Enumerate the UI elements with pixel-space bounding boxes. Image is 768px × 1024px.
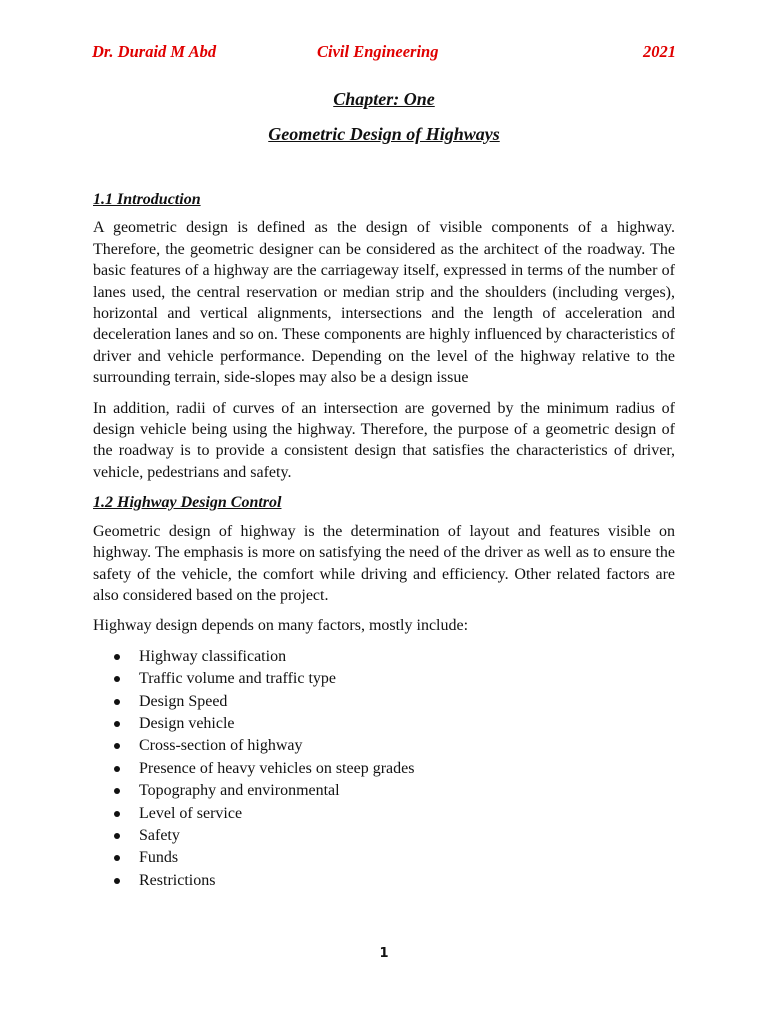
list-item-text: Design vehicle [139,714,235,732]
bullet-icon [114,833,120,839]
list-item [93,847,675,869]
header-subject: Civil Engineering [317,42,439,61]
bullet-icon [114,743,120,749]
paragraph: In addition, radii of curves of an intersection are governed by the minimum radius of design vehicle being using the highway. Therefore, the purpose of a geometric design of the roadway is to provide a consistent design that satisfies the characteristics of driver, vehicle, pedestrians and safety. [93,399,675,481]
paragraph: A geometric design is defined as the design of visible components of a highway. Therefore, the geometric designer can be considered as the architect of the roadway. The basic features of a highway are the carriageway itself, expressed in terms of the number of lanes used, the central reservation or median strip and the shoulders (including verges), horizontal and vertical alignments, intersections and the length of acceleration and deceleration lanes and so on. These components are highly influenced by characteristics of driver and vehicle performance. Depending on the level of the highway relative to the surrounding terrain, side-slopes may also be a design issue [93,219,675,387]
list-item-text: Funds [139,849,179,867]
bullet-icon [114,766,120,772]
bullet-icon [114,676,120,682]
list-item-text: Restrictions [139,871,216,889]
bullet-icon [114,855,120,861]
list-item [93,735,675,757]
page-number: 1 [379,946,389,961]
list-item-text: Safety [139,826,180,844]
list-item [93,870,675,892]
page-header [92,42,676,64]
chapter-title-text: Geometric Design of Highways [268,124,500,144]
bullet-icon [114,654,120,660]
list-item [93,758,675,780]
list-item-text: Design Speed [139,692,228,710]
list-item [93,825,675,847]
section-heading-introduction: 1.1 Introduction [93,191,201,208]
design-factors-list [93,646,675,892]
list-item-text: Highway classification [139,647,287,665]
list-item [93,691,675,713]
list-item [93,668,675,690]
paragraph: Highway design depends on many factors, mostly include: [93,617,469,635]
chapter-title [0,124,768,145]
list-item-text: Cross-section of highway [139,737,303,755]
document-body [93,189,675,892]
list-item [93,803,675,825]
list-item [93,713,675,735]
list-item-text: Presence of heavy vehicles on steep grades [139,759,415,777]
bullet-icon [114,788,120,794]
bullet-icon [114,811,120,817]
chapter-label [0,89,768,110]
list-item-text: Traffic volume and traffic type [139,670,336,688]
section-heading-design-control: 1.2 Highway Design Control [93,494,282,512]
list-item-text: Level of service [139,804,243,822]
header-year: 2021 [643,42,676,61]
list-item-text: Topography and environmental [139,782,340,800]
bullet-icon [114,699,120,705]
list-item [93,646,675,668]
bullet-icon [114,721,120,727]
header-author: Dr. Duraid M Abd [92,42,217,61]
bullet-icon [114,878,120,884]
list-item [93,780,675,802]
paragraph: Geometric design of highway is the determination of layout and features visible on highway. The emphasis is more on satisfying the need of the driver as well as to ensure the safety of the vehicle, the comfort while driving and efficiency. Other related factors are also considered based on the project. [93,522,675,604]
chapter-label-text: Chapter: One [333,89,435,109]
